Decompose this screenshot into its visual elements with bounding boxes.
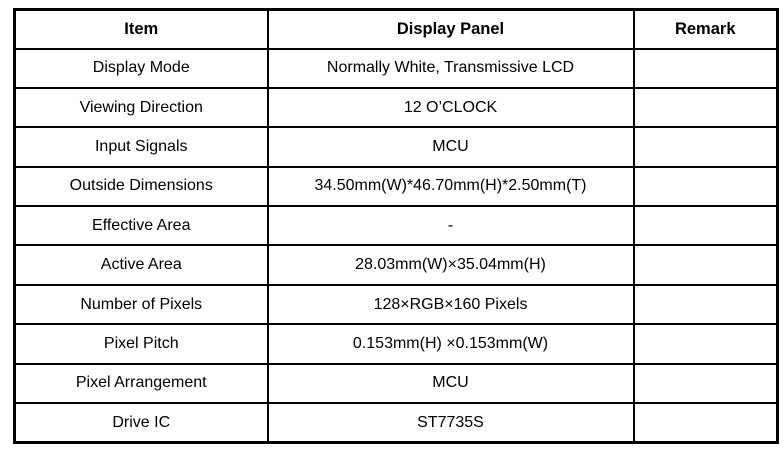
table-row-pixel-pitch — [15, 324, 778, 363]
item-cell: Input Signals — [15, 127, 268, 166]
value-cell: ST7735S — [268, 403, 634, 442]
table-row-outside-dimensions — [15, 167, 778, 206]
table-row-effective-area — [15, 206, 778, 245]
remark-cell — [634, 245, 778, 284]
remark-cell — [634, 167, 778, 206]
item-cell: Outside Dimensions — [15, 167, 268, 206]
item-cell: Number of Pixels — [15, 285, 268, 324]
header-display-panel: Display Panel — [268, 10, 634, 49]
table-row-active-area — [15, 245, 778, 284]
value-cell: 0.153mm(H) ×0.153mm(W) — [268, 324, 634, 363]
value-cell: MCU — [268, 127, 634, 166]
value-cell: 28.03mm(W)×35.04mm(H) — [268, 245, 634, 284]
value-cell: 12 O’CLOCK — [268, 88, 634, 127]
spec-table — [13, 8, 779, 444]
item-cell: Active Area — [15, 245, 268, 284]
value-cell: - — [268, 206, 634, 245]
value-cell: 34.50mm(W)*46.70mm(H)*2.50mm(T) — [268, 167, 634, 206]
table-row-viewing-direction — [15, 88, 778, 127]
header-row — [15, 10, 778, 49]
item-cell: Display Mode — [15, 49, 268, 88]
item-cell: Pixel Arrangement — [15, 364, 268, 403]
table-row-pixel-arrangement — [15, 364, 778, 403]
item-cell: Viewing Direction — [15, 88, 268, 127]
table-row-display-mode — [15, 49, 778, 88]
header-remark: Remark — [634, 10, 778, 49]
value-cell: 128×RGB×160 Pixels — [268, 285, 634, 324]
header-item: Item — [15, 10, 268, 49]
value-cell: Normally White, Transmissive LCD — [268, 49, 634, 88]
remark-cell — [634, 324, 778, 363]
remark-cell — [634, 88, 778, 127]
remark-cell — [634, 49, 778, 88]
remark-cell — [634, 364, 778, 403]
table-row-drive-ic — [15, 403, 778, 442]
item-cell: Effective Area — [15, 206, 268, 245]
item-cell: Drive IC — [15, 403, 268, 442]
remark-cell — [634, 403, 778, 442]
remark-cell — [634, 285, 778, 324]
table-row-number-of-pixels — [15, 285, 778, 324]
value-cell: MCU — [268, 364, 634, 403]
table-row-input-signals — [15, 127, 778, 166]
remark-cell — [634, 206, 778, 245]
item-cell: Pixel Pitch — [15, 324, 268, 363]
remark-cell — [634, 127, 778, 166]
